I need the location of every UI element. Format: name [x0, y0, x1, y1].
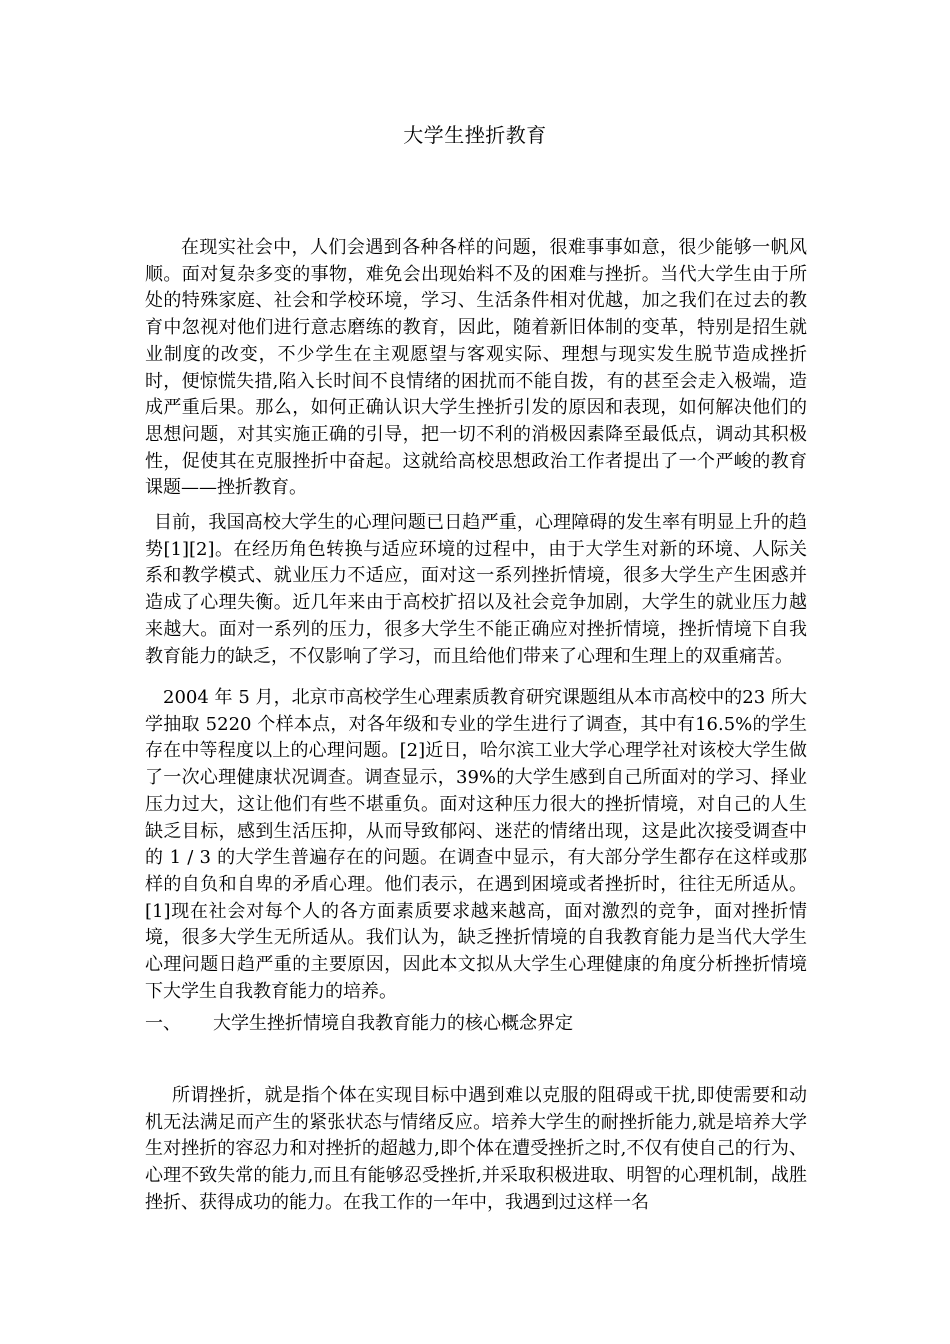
- section-heading: [145, 1011, 807, 1037]
- section-number: 一、: [145, 1013, 181, 1034]
- paragraph-survey: 2004 年 5 月，北京市高校学生心理素质教育研究课题组从本市高校中的23 所大学抽取 5220 个样本点，对各年级和专业的学生进行了调查，其中有16.5%的学生存在中等程度以上的心理问题。[2]近日，哈尔滨工业大学心理学社对该校大学生做了一次心理健康状况调查。调查显示，39%的大学生感到自己所面对的学习、择业压力过大，这让他们有些不堪重负。面对这种压力很大的挫折情境，对自己的人生缺乏目标，感到生活压抑，从而导致郁闷、迷茫的情绪出现，这是此次接受调查中的 1 / 3 的大学生普遍存在的问题。在调查中显示，有大部分学生都存在这样或那样的自负和自卑的矛盾心理。他们表示，在遇到困境或者挫折时，往往无所适从。[1]现在社会对每个人的各方面素质要求越来越高，面对激烈的竞争，面对挫折情境，很多大学生无所适从。我们认为，缺乏挫折情境的自我教育能力是当代大学生心理问题日趋严重的主要原因，因此本文拟从大学生心理健康的角度分析挫折情境下大学生自我教育能力的培养。: [145, 687, 807, 1002]
- section-title: 大学生挫折情境自我教育能力的核心概念界定: [213, 1013, 573, 1034]
- paragraph-current-situation: 目前，我国高校大学生的心理问题已日趋严重，心理障碍的发生率有明显上升的趋势[1][2]。在经历角色转换与适应环境的过程中，由于大学生对新的环境、人际关系和教学模式、就业压力不适应，面对这一系列挫折情境，很多大学生产生困惑并造成了心理失衡。近几年来由于高校扩招以及社会竞争加剧，大学生的就业压力越来越大。面对一系列的压力，很多大学生不能正确应对挫折情境，挫折情境下自我教育能力的缺乏，不仅影响了学习，而且给他们带来了心理和生理上的双重痛苦。: [145, 512, 807, 667]
- paragraph-definition: 所谓挫折，就是指个体在实现目标中遇到难以克服的阻碍或干扰,即使需要和动机无法满足而产生的紧张状态与情绪反应。培养大学生的耐挫折能力,就是培养大学生对挫折的容忍力和对挫折的超越力,即个体在遭受挫折之时,不仅有使自己的行为、心理不致失常的能力,而且有能够忍受挫折,并采取积极进取、明智的心理机制，战胜挫折、获得成功的能力。在我工作的一年中，我遇到过这样一名: [145, 1085, 807, 1213]
- document-title: 大学生挫折教育: [403, 123, 547, 147]
- paragraph-intro: 在现实社会中，人们会遇到各种各样的问题，很难事事如意，很少能够一帆风顺。面对复杂多变的事物，难免会出现始料不及的困难与挫折。当代大学生由于所处的特殊家庭、社会和学校环境，学习、生活条件相对优越，加之我们在过去的教育中忽视对他们进行意志磨练的教育，因此，随着新旧体制的变革，特别是招生就业制度的改变，不少学生在主观愿望与客观实际、理想与现实发生脱节造成挫折时，便惊慌失措,陷入长时间不良情绪的困扰而不能自拨，有的甚至会走入极端，造成严重后果。那么，如何正确认识大学生挫折引发的原因和表现，如何解决他们的思想问题，对其实施正确的引导，把一切不利的消极因素降至最低点，调动其积极性，促使其在克服挫折中奋起。这就给高校思想政治工作者提出了一个严峻的教育课题——挫折教育。: [145, 237, 807, 499]
